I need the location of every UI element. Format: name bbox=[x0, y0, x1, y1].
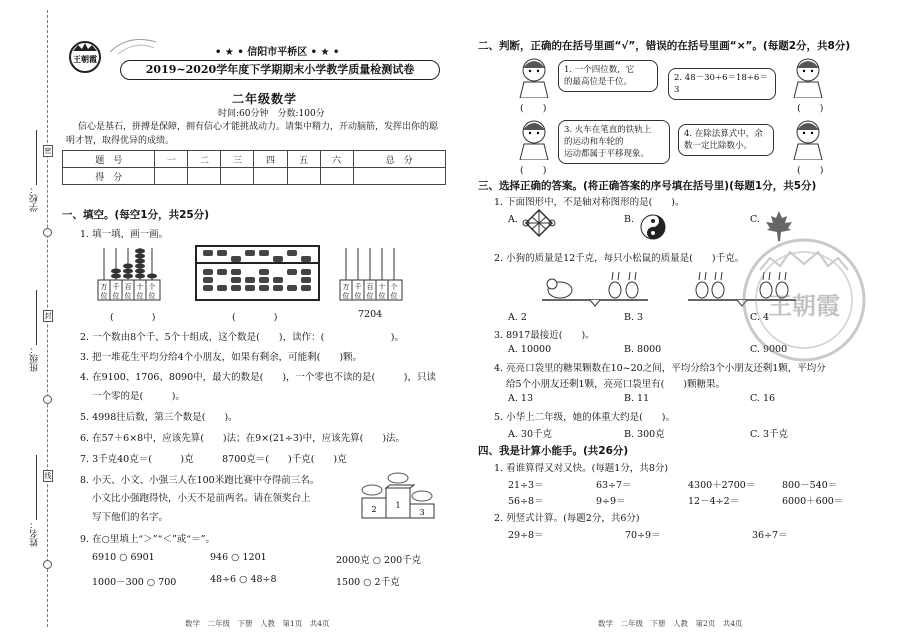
option[interactable]: C. 9000 bbox=[750, 344, 788, 355]
answer-blank[interactable]: ( ) bbox=[797, 165, 824, 176]
girl-icon bbox=[790, 56, 826, 98]
girl-icon bbox=[790, 118, 826, 160]
question: 1. 下面图形中，不是轴对称图形的是( )。 bbox=[494, 197, 685, 208]
section-title: 四、我是计算小能手。(共26分) bbox=[478, 445, 629, 457]
answer-blank[interactable]: ( ) bbox=[110, 312, 156, 323]
svg-text:3: 3 bbox=[419, 508, 425, 517]
page-footer: 数学 二年级 下册 人教 第2页 共4页 bbox=[598, 619, 743, 628]
option-label[interactable]: C. bbox=[750, 214, 760, 225]
calc-item[interactable]: 63÷7＝ bbox=[596, 480, 632, 491]
girl-icon bbox=[516, 56, 552, 98]
decor-swoosh-icon bbox=[108, 32, 158, 57]
option-label[interactable]: B. bbox=[624, 214, 635, 225]
score-cell[interactable] bbox=[221, 168, 254, 185]
question: 给5个小朋友还剩1颗，亮亮口袋里有( )颗糖果。 bbox=[506, 379, 726, 390]
svg-text:位: 位 bbox=[366, 292, 374, 300]
circle-blank-icon[interactable]: ○ bbox=[372, 555, 382, 566]
chinese-knot-icon bbox=[522, 208, 556, 238]
school-field[interactable] bbox=[36, 130, 37, 185]
class-field[interactable] bbox=[36, 290, 37, 345]
circle-blank-icon[interactable]: ○ bbox=[119, 552, 128, 563]
time-score: 时间:60分钟 分数:100分 bbox=[218, 109, 325, 119]
svg-text:位: 位 bbox=[148, 292, 156, 300]
binding-hole bbox=[43, 395, 52, 404]
answer-blank[interactable]: ( ) bbox=[520, 165, 547, 176]
score-cell[interactable] bbox=[287, 168, 320, 185]
compare-item: 48÷6 ○ 48÷8 bbox=[210, 574, 277, 585]
question: 5. 4998往后数，第三个数是( )。 bbox=[80, 412, 238, 423]
compare-item: 2000克 ○ 200千克 bbox=[336, 555, 422, 566]
svg-text:万: 万 bbox=[100, 283, 108, 291]
svg-text:位: 位 bbox=[378, 292, 386, 300]
question: 4. 亮亮口袋里的糖果颗数在10~20之间，平均分给3个小朋友还剩1颗，平均分 bbox=[494, 363, 826, 374]
question: 5. 小华上二年级，她的体重大约是( )。 bbox=[494, 412, 675, 423]
question: 一个零的是( )。 bbox=[92, 391, 185, 402]
given-number: 7204 bbox=[358, 309, 383, 320]
question: 写下他们的名字。 bbox=[92, 512, 169, 523]
circle-blank-icon[interactable]: ○ bbox=[231, 552, 240, 563]
school-label: 学校： bbox=[30, 185, 40, 212]
svg-text:位: 位 bbox=[390, 292, 398, 300]
score-cell[interactable] bbox=[254, 168, 287, 185]
calc-item[interactable]: 800－540＝ bbox=[782, 480, 838, 491]
calc-item[interactable]: 12－4÷2＝ bbox=[688, 496, 740, 507]
answer-blank[interactable]: ( ) bbox=[520, 103, 547, 114]
seal-box: 密 bbox=[44, 147, 52, 155]
calc-item[interactable]: 4300＋2700＝ bbox=[688, 480, 756, 491]
svg-text:十: 十 bbox=[136, 283, 144, 291]
svg-text:万: 万 bbox=[342, 283, 350, 291]
svg-text:王朝霞: 王朝霞 bbox=[768, 291, 840, 320]
option-label[interactable]: A. bbox=[508, 214, 518, 225]
seal-box: 线 bbox=[44, 472, 52, 480]
page-footer: 数学 二年级 下册 人教 第1页 共4页 bbox=[185, 619, 330, 628]
seal-box: 封 bbox=[44, 312, 52, 320]
option[interactable]: B. 300克 bbox=[624, 429, 665, 440]
question: 9. 在○里填上“＞”“＜”或“＝”。 bbox=[80, 534, 216, 545]
section-title: 一、填空。(每空1分，共25分) bbox=[62, 209, 210, 221]
svg-text:位: 位 bbox=[112, 292, 120, 300]
binding-hole bbox=[43, 228, 52, 237]
svg-text:位: 位 bbox=[124, 292, 132, 300]
svg-text:百: 百 bbox=[366, 283, 374, 291]
option[interactable]: C. 16 bbox=[750, 393, 776, 404]
question: 小文比小强跑得快，小天不是前两名。请在领奖台上 bbox=[92, 493, 311, 504]
abacus-counter bbox=[96, 240, 166, 304]
option[interactable]: B. 3 bbox=[624, 312, 644, 323]
svg-text:位: 位 bbox=[136, 292, 144, 300]
subject-title: 二年级数学 bbox=[232, 92, 298, 106]
svg-text:十: 十 bbox=[378, 283, 386, 291]
svg-text:王朝霞: 王朝霞 bbox=[73, 55, 97, 64]
abacus-counter-empty bbox=[338, 240, 408, 304]
score-cell[interactable] bbox=[188, 168, 221, 185]
speech-bubble: 2. 48－30÷6＝18÷6＝3 bbox=[668, 68, 776, 100]
calc-item[interactable]: 56÷8＝ bbox=[508, 496, 544, 507]
region-title: • ★ • 信阳市平桥区 • ★ • bbox=[215, 47, 340, 58]
compare-item: 6910 ○ 6901 bbox=[92, 552, 155, 563]
svg-text:位: 位 bbox=[100, 292, 108, 300]
score-cell[interactable] bbox=[155, 168, 188, 185]
section-title: 三、选择正确的答案。(将正确答案的序号填在括号里)(每题1分，共5分) bbox=[478, 180, 817, 192]
publisher-logo bbox=[68, 40, 102, 74]
option[interactable]: A. 2 bbox=[508, 312, 527, 323]
option[interactable]: A. 13 bbox=[508, 393, 533, 404]
circle-blank-icon[interactable]: ○ bbox=[146, 577, 156, 588]
table-row: 得 分 bbox=[63, 168, 446, 185]
yin-yang-icon bbox=[640, 214, 666, 240]
circle-blank-icon[interactable]: ○ bbox=[239, 574, 248, 585]
score-cell[interactable] bbox=[320, 168, 353, 185]
svg-text:个: 个 bbox=[390, 283, 398, 291]
vertical-calc-item[interactable]: 29÷8＝ bbox=[508, 530, 544, 541]
girl-icon bbox=[516, 118, 552, 160]
question: 1. 看谁算得又对又快。(每题1分，共8分) bbox=[494, 463, 669, 474]
class-label: 班级： bbox=[30, 345, 40, 372]
compare-item: 946 ○ 1201 bbox=[210, 552, 267, 563]
name-label: 姓名： bbox=[30, 520, 40, 547]
question: 3. 把一堆花生平均分给4个小朋友，如果有剩余，可能剩( )颗。 bbox=[80, 352, 363, 363]
binding-strip bbox=[0, 0, 60, 637]
score-cell[interactable] bbox=[353, 168, 445, 185]
question: 2. 列竖式计算。(每题2分，共6分) bbox=[494, 513, 640, 524]
compare-item: 1500 ○ 2千克 bbox=[336, 577, 400, 588]
podium bbox=[358, 472, 438, 520]
svg-text:1: 1 bbox=[395, 501, 401, 510]
calc-item[interactable]: 9÷9＝ bbox=[596, 496, 626, 507]
option[interactable]: B. 11 bbox=[624, 393, 650, 404]
intro-text: 明才智，取得优异的成绩。 bbox=[66, 136, 175, 146]
question: 8. 小天、小文、小强三人在100米跑比赛中夺得前三名。 bbox=[80, 475, 320, 486]
svg-text:位: 位 bbox=[342, 292, 350, 300]
intro-text: 信心是基石，拼搏是保障，拥有信心才能挑战动力。请集中精力，开动脑筋，发挥出你的聪 bbox=[78, 122, 439, 132]
exam-title: 2019~2020学年度下学期期末小学教学质量检测试卷 bbox=[120, 60, 440, 80]
question: 4. 在9100、1706、8090中，最大的数是( )，一个零也不读的是( )，只读 bbox=[80, 372, 436, 383]
svg-text:千: 千 bbox=[112, 283, 120, 291]
calc-item[interactable]: 6000＋600＝ bbox=[782, 496, 844, 507]
option[interactable]: B. 8000 bbox=[624, 344, 662, 355]
option[interactable]: A. 30千克 bbox=[508, 429, 552, 440]
speech-bubble: 3. 火车在笔直的铁轨上 的运动和车轮的 运动都属于平移现象。 bbox=[558, 120, 670, 164]
table-row: 题 号 一 二 三 四 五 六 总 分 bbox=[63, 151, 446, 168]
svg-text:个: 个 bbox=[148, 283, 156, 291]
option[interactable]: C. 4 bbox=[750, 312, 770, 323]
abacus-frame bbox=[195, 245, 320, 301]
svg-text:位: 位 bbox=[354, 292, 362, 300]
balance-dog-squirrels-icon bbox=[540, 266, 650, 308]
circle-blank-icon[interactable]: ○ bbox=[363, 577, 372, 588]
question: 2. 小狗的质量是12千克，每只小松鼠的质量是( )千克。 bbox=[494, 253, 745, 264]
question: 2. 一个数由8个千、5个十组成，这个数是( )，读作：( )。 bbox=[80, 332, 404, 343]
answer-blank[interactable]: ( ) bbox=[232, 312, 278, 323]
calc-item[interactable]: 21÷3＝ bbox=[508, 480, 544, 491]
score-table bbox=[62, 150, 446, 185]
speech-bubble: 4. 在除法算式中，余 数一定比除数小。 bbox=[678, 124, 774, 156]
question: 3. 8917最接近( )。 bbox=[494, 330, 595, 341]
name-field[interactable] bbox=[36, 455, 37, 520]
answer-blank[interactable]: ( ) bbox=[797, 103, 824, 114]
question: 7. 3千克40克＝( )克 8700克＝( )千克( )克 bbox=[80, 454, 347, 465]
question: 1. 填一填，画一画。 bbox=[80, 229, 169, 240]
vertical-calc-item[interactable]: 36÷7＝ bbox=[752, 530, 788, 541]
svg-text:2: 2 bbox=[371, 505, 377, 514]
compare-item: 1000－300 ○ 700 bbox=[92, 577, 177, 588]
vertical-calc-item[interactable]: 70÷9＝ bbox=[625, 530, 661, 541]
binding-hole bbox=[43, 560, 52, 569]
svg-text:百: 百 bbox=[124, 283, 132, 291]
option[interactable]: C. 3千克 bbox=[750, 429, 789, 440]
watermark-stamp bbox=[740, 236, 868, 364]
question: 6. 在57＋6×8中，应该先算( )法；在9×(21÷3)中，应该先算( )法。 bbox=[80, 433, 406, 444]
svg-text:千: 千 bbox=[354, 283, 362, 291]
section-title: 二、判断，正确的在括号里画“√”，错误的在括号里画“×”。(每题2分，共8分) bbox=[478, 40, 851, 52]
option[interactable]: A. 10000 bbox=[508, 344, 552, 355]
speech-bubble: 1. 一个四位数，它 的最高位是千位。 bbox=[558, 60, 658, 92]
